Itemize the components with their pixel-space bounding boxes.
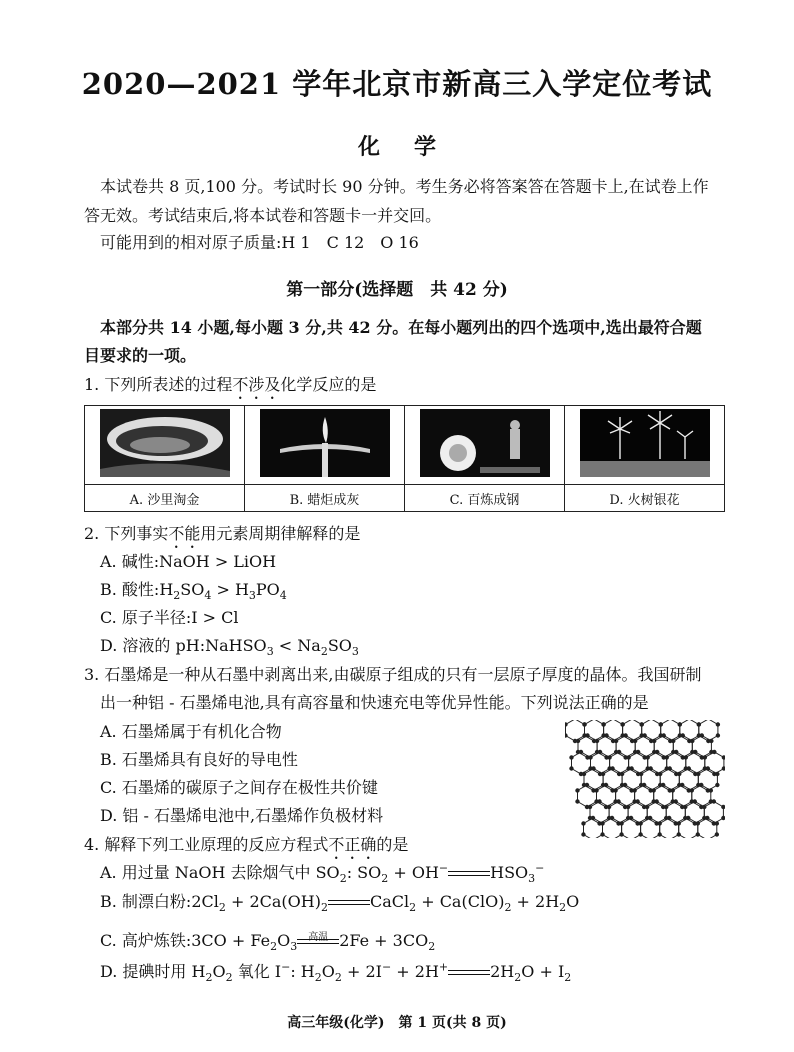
q3-stem-2: 出一种铝 - 石墨烯电池,具有高容量和快速充电等优异性能。下列说法正确的是 bbox=[100, 693, 649, 712]
q2-option-b-text: B. 酸性:H bbox=[100, 580, 174, 599]
q1-options-table bbox=[84, 405, 725, 512]
carbon-atom bbox=[638, 832, 642, 836]
q1-stem bbox=[84, 370, 376, 403]
hex-ring bbox=[641, 769, 660, 791]
carbon-atom bbox=[591, 766, 595, 770]
hex-ring bbox=[623, 720, 642, 741]
hex-ring bbox=[591, 752, 610, 774]
carbon-atom bbox=[569, 766, 573, 770]
q2-option-b: B. 酸性$:H_2SO_4 > H_3PO_4$ bbox=[100, 580, 287, 603]
hex-ring bbox=[566, 720, 585, 741]
carbon-atom bbox=[614, 739, 618, 743]
q1-option-d: D. 火树银花 bbox=[565, 485, 725, 512]
carbon-atom bbox=[658, 772, 662, 776]
hex-ring bbox=[616, 736, 635, 758]
q1-option-b-image-cell bbox=[245, 406, 405, 485]
q3-option-a: A. 石墨烯属于有机化合物 bbox=[100, 722, 282, 741]
q1-option-b: B. 蜡炬成灰 bbox=[245, 485, 405, 512]
hex-ring bbox=[654, 736, 673, 758]
carbon-atom bbox=[705, 816, 709, 820]
hex-ring bbox=[635, 736, 654, 758]
carbon-atom bbox=[716, 733, 720, 737]
carbon-atom bbox=[642, 783, 646, 787]
hex-ring bbox=[660, 769, 679, 791]
carbon-atom bbox=[582, 772, 586, 776]
carbon-atom bbox=[623, 733, 627, 737]
hex-ring bbox=[584, 818, 603, 838]
q3-option-c: C. 石墨烯的碳原子之间存在极性共价键 bbox=[100, 778, 378, 797]
carbon-atom bbox=[668, 766, 672, 770]
section-desc-2: 目要求的一项。 bbox=[84, 346, 197, 365]
carbon-atom bbox=[662, 733, 666, 737]
carbon-atom bbox=[585, 733, 589, 737]
hex-ring bbox=[590, 802, 609, 824]
carbon-atom bbox=[598, 750, 602, 754]
q2-stem-pre: 2. 下列事实 bbox=[84, 524, 169, 543]
carbon-atom bbox=[600, 832, 604, 836]
hex-ring bbox=[647, 802, 666, 824]
q4-option-a-text: A. 用过量 NaOH 去除烟气中 SO bbox=[100, 863, 340, 882]
carbon-atom bbox=[569, 755, 573, 759]
carbon-atom bbox=[683, 805, 687, 809]
carbon-atom bbox=[667, 816, 671, 820]
carbon-atom bbox=[648, 766, 652, 770]
carbon-atom bbox=[696, 772, 700, 776]
carbon-atom bbox=[595, 739, 599, 743]
carbon-atom bbox=[620, 722, 624, 726]
page-footer: 高三年级(化学) 第 1 页(共 8 页) bbox=[287, 1015, 507, 1031]
carbon-atom bbox=[581, 821, 585, 825]
carbon-atom bbox=[597, 799, 601, 803]
hex-ring bbox=[673, 736, 692, 758]
carbon-atom bbox=[671, 739, 675, 743]
q1-option-c-image-cell bbox=[405, 406, 565, 485]
exam-title: 2020—2021 学年北京市新高三入学定位考试 bbox=[81, 67, 713, 101]
carbon-atom bbox=[581, 832, 585, 836]
high-temp-arrow-icon bbox=[297, 931, 339, 949]
hex-ring bbox=[661, 720, 680, 741]
carbon-atom bbox=[638, 821, 642, 825]
carbon-atom bbox=[678, 722, 682, 726]
hex-ring bbox=[635, 785, 654, 807]
hex-ring bbox=[622, 769, 641, 791]
carbon-atom bbox=[642, 733, 646, 737]
carbon-atom bbox=[671, 788, 675, 792]
carbon-atom bbox=[636, 750, 640, 754]
carbon-atom bbox=[601, 722, 605, 726]
carbon-atom bbox=[687, 766, 691, 770]
carbon-atom bbox=[645, 755, 649, 759]
carbon-atom bbox=[715, 821, 719, 825]
subject-title: 化学 bbox=[357, 134, 470, 160]
carbon-atom bbox=[607, 755, 611, 759]
q4-stem-post: 的是 bbox=[376, 835, 409, 854]
hex-ring bbox=[603, 818, 622, 838]
carbon-atom bbox=[579, 750, 583, 754]
hex-ring bbox=[641, 818, 660, 838]
carbon-atom bbox=[610, 816, 614, 820]
carbon-atom bbox=[699, 783, 703, 787]
carbon-atom bbox=[654, 799, 658, 803]
graphene-lattice-figure bbox=[565, 720, 725, 838]
steel-forging-photo bbox=[420, 409, 550, 477]
carbon-atom bbox=[690, 788, 694, 792]
carbon-atom bbox=[677, 772, 681, 776]
carbon-atom bbox=[626, 755, 630, 759]
carbon-atom bbox=[575, 788, 579, 792]
hex-ring bbox=[597, 785, 616, 807]
carbon-atom bbox=[607, 805, 611, 809]
q2-option-d: D. 溶液的 pH:NaHSO$_3$ < $Na_2SO_3$ bbox=[100, 636, 359, 659]
carbon-atom bbox=[582, 722, 586, 726]
hex-ring bbox=[705, 752, 724, 774]
carbon-atom bbox=[665, 755, 669, 759]
candle-photo bbox=[260, 409, 390, 477]
instruction-line-1: 本试卷共 8 页,100 分。考试时长 90 分钟。考生务必将答案答在答题卡上,在试卷上作 bbox=[100, 177, 709, 196]
hex-ring bbox=[685, 802, 704, 824]
carbon-atom bbox=[696, 821, 700, 825]
carbon-atom bbox=[681, 733, 685, 737]
hex-ring bbox=[642, 720, 661, 741]
hex-ring bbox=[622, 818, 641, 838]
hex-ring bbox=[629, 752, 648, 774]
carbon-atom bbox=[626, 805, 630, 809]
hex-ring bbox=[666, 802, 685, 824]
carbon-atom bbox=[629, 816, 633, 820]
carbon-atom bbox=[645, 805, 649, 809]
carbon-atom bbox=[693, 750, 697, 754]
carbon-atom bbox=[616, 799, 620, 803]
hex-ring bbox=[660, 818, 679, 838]
q4-option-b-text: B. 制漂白粉: bbox=[100, 892, 192, 911]
hex-ring bbox=[648, 752, 667, 774]
section-title: 第一部分(选择题 共 42 分) bbox=[286, 280, 508, 300]
carbon-atom bbox=[604, 783, 608, 787]
hex-ring bbox=[578, 736, 597, 758]
hex-ring bbox=[667, 752, 686, 774]
carbon-atom bbox=[657, 832, 661, 836]
carbon-atom bbox=[716, 722, 720, 726]
carbon-atom bbox=[715, 783, 719, 787]
carbon-atom bbox=[588, 805, 592, 809]
carbon-atom bbox=[709, 739, 713, 743]
gold-panning-photo bbox=[100, 409, 230, 477]
carbon-atom bbox=[680, 783, 684, 787]
q1-stem-post: 化学反应的是 bbox=[280, 375, 377, 394]
carbon-atom bbox=[591, 816, 595, 820]
q4-option-c: C. 高炉炼铁:3CO + $Fe_2O_3$ 高温 $2Fe + 3CO_2$ bbox=[100, 926, 435, 955]
carbon-atom bbox=[620, 772, 624, 776]
carbon-atom bbox=[613, 788, 617, 792]
hex-ring bbox=[698, 769, 717, 791]
carbon-atom bbox=[655, 750, 659, 754]
carbon-atom bbox=[619, 832, 623, 836]
section-desc-1: 本部分共 14 小题,每小题 3 分,共 42 分。在每小题列出的四个选项中,选出最符合题 bbox=[100, 318, 702, 337]
carbon-atom bbox=[712, 799, 716, 803]
q1-option-a-image-cell bbox=[85, 406, 245, 485]
q2-option-c: C. 原子半径:I > Cl bbox=[100, 608, 239, 627]
q1-option-c: C. 百炼成钢 bbox=[405, 485, 565, 512]
q1-stem-pre: 1. 下列所表述的过程 bbox=[84, 375, 233, 394]
carbon-atom bbox=[652, 739, 656, 743]
equals-arrow-icon bbox=[448, 867, 490, 881]
carbon-atom bbox=[604, 733, 608, 737]
q4-option-d-text: D. 提碘时用 H bbox=[100, 962, 206, 981]
carbon-atom bbox=[702, 805, 706, 809]
equals-arrow-icon bbox=[448, 966, 490, 980]
carbon-atom bbox=[712, 750, 716, 754]
q2-stem-emphasis: 不能 bbox=[168, 524, 201, 543]
fireworks-photo bbox=[580, 409, 710, 477]
q1-option-d-image-cell bbox=[565, 406, 725, 485]
carbon-atom bbox=[575, 799, 579, 803]
q3-option-b: B. 石墨烯具有良好的导电性 bbox=[100, 750, 298, 769]
hex-ring bbox=[692, 736, 711, 758]
hex-ring bbox=[584, 769, 603, 791]
hex-ring bbox=[680, 720, 699, 741]
hex-ring bbox=[585, 720, 604, 741]
hex-ring bbox=[572, 752, 591, 774]
hex-ring bbox=[603, 769, 622, 791]
q3-stem-1: 3. 石墨烯是一种从石墨中剥离出来,由碳原子组成的只有一层原子厚度的晶体。我国研制 bbox=[84, 665, 702, 684]
carbon-atom bbox=[617, 750, 621, 754]
carbon-atom bbox=[690, 739, 694, 743]
carbon-atom bbox=[697, 722, 701, 726]
carbon-atom bbox=[600, 821, 604, 825]
carbon-atom bbox=[601, 772, 605, 776]
carbon-atom bbox=[648, 816, 652, 820]
carbon-atom bbox=[639, 772, 643, 776]
q4-stem-pre: 4. 解释下列工业原理的反应方程式 bbox=[84, 835, 329, 854]
hex-ring bbox=[679, 769, 698, 791]
carbon-atom bbox=[639, 722, 643, 726]
hex-ring bbox=[699, 720, 718, 741]
q1-option-a: A. 沙里淘金 bbox=[85, 485, 245, 512]
carbon-atom bbox=[629, 766, 633, 770]
q4-option-a: A. 用过量 NaOH 去除烟气中 $SO_2$: $SO_2 + OH^-$ $HSO_3^-$ bbox=[100, 861, 545, 886]
hex-ring bbox=[604, 720, 623, 741]
hex-ring bbox=[628, 802, 647, 824]
carbon-atom bbox=[677, 832, 681, 836]
carbon-atom bbox=[588, 755, 592, 759]
carbon-atom bbox=[703, 755, 707, 759]
carbon-atom bbox=[706, 766, 710, 770]
carbon-atom bbox=[594, 788, 598, 792]
carbon-atom bbox=[635, 799, 639, 803]
carbon-atom bbox=[585, 783, 589, 787]
hex-ring bbox=[616, 785, 635, 807]
carbon-atom bbox=[684, 755, 688, 759]
carbon-atom bbox=[686, 816, 690, 820]
q4-stem-emphasis: 不正确 bbox=[328, 835, 377, 854]
carbon-atom bbox=[715, 832, 719, 836]
carbon-atom bbox=[709, 788, 713, 792]
hex-ring bbox=[654, 785, 673, 807]
instruction-line-2: 答无效。考试结束后,将本试卷和答题卡一并交回。 bbox=[84, 206, 442, 225]
q3-option-d: D. 铝 - 石墨烯电池中,石墨烯作负极材料 bbox=[100, 806, 384, 825]
carbon-atom bbox=[700, 733, 704, 737]
hex-ring bbox=[610, 752, 629, 774]
hex-ring bbox=[673, 785, 692, 807]
hex-ring bbox=[578, 785, 597, 807]
q2-option-d-text: D. 溶液的 pH:NaHSO bbox=[100, 636, 267, 655]
hex-ring bbox=[609, 802, 628, 824]
carbon-atom bbox=[651, 788, 655, 792]
q2-option-a: A. 碱性:NaOH > LiOH bbox=[100, 552, 277, 571]
reaction-condition: 高温 bbox=[308, 931, 329, 943]
atomic-mass-line: 可能用到的相对原子质量:H 1 C 12 O 16 bbox=[100, 233, 419, 252]
carbon-atom bbox=[721, 805, 725, 809]
carbon-atom bbox=[693, 799, 697, 803]
carbon-atom bbox=[715, 772, 719, 776]
q4-option-d: D. 提碘时用 $H_2O_2$ 氧化 I−: $H_2O_2 + 2I^- + 2H^+$ $2H_2O + I_2$ bbox=[100, 960, 572, 985]
carbon-atom bbox=[674, 799, 678, 803]
carbon-atom bbox=[664, 805, 668, 809]
carbon-atom bbox=[721, 816, 725, 820]
hex-ring bbox=[692, 785, 711, 807]
carbon-atom bbox=[657, 821, 661, 825]
carbon-atom bbox=[659, 722, 663, 726]
carbon-atom bbox=[619, 821, 623, 825]
hex-ring bbox=[679, 818, 698, 838]
hex-ring bbox=[597, 736, 616, 758]
carbon-atom bbox=[576, 739, 580, 743]
equals-arrow-icon bbox=[328, 896, 370, 910]
q2-stem-post: 用元素周期律解释的是 bbox=[200, 524, 361, 543]
hex-ring bbox=[704, 802, 723, 824]
carbon-atom bbox=[623, 783, 627, 787]
hex-ring bbox=[698, 818, 717, 838]
carbon-atom bbox=[696, 832, 700, 836]
carbon-atom bbox=[677, 821, 681, 825]
hex-ring bbox=[686, 752, 705, 774]
carbon-atom bbox=[633, 739, 637, 743]
carbon-atom bbox=[632, 788, 636, 792]
carbon-atom bbox=[610, 766, 614, 770]
q1-stem-emphasis: 不涉及 bbox=[232, 375, 281, 394]
carbon-atom bbox=[674, 750, 678, 754]
q4-option-b: B. 制漂白粉$:2Cl_2 + 2Ca(OH)_2$ CaCl$_2$ + $Ca(ClO)_2 + 2H_2O$ bbox=[100, 892, 580, 915]
carbon-atom bbox=[661, 783, 665, 787]
q4-option-c-text: C. 高炉炼铁: bbox=[100, 931, 192, 950]
